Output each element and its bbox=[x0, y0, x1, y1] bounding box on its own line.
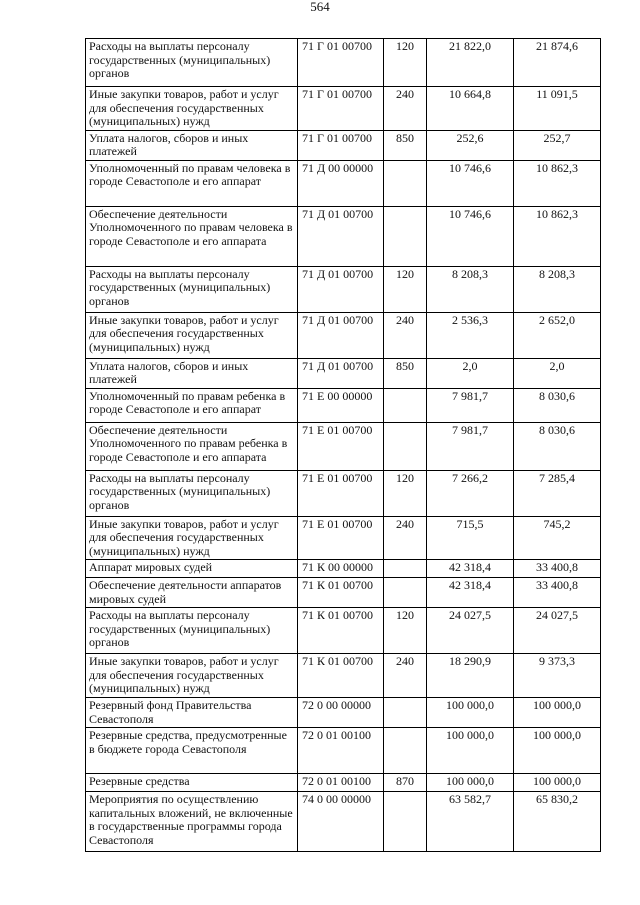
row-name-cell: Обеспечение деятельности Уполномоченного по правам ребенка в городе Севастополе и его аппарата bbox=[86, 422, 298, 470]
row-code-cell: 71 Д 00 00000 bbox=[298, 160, 384, 206]
row-value-year1-cell: 100 000,0 bbox=[427, 774, 514, 792]
row-name-cell: Обеспечение деятельности Уполномоченного по правам человека в городе Севастополе и его аппарата bbox=[86, 206, 298, 266]
row-code-cell: 71 Г 01 00700 bbox=[298, 87, 384, 131]
table-row bbox=[86, 578, 601, 608]
row-name-cell: Расходы на выплаты персоналу государственных (муниципальных) органов bbox=[86, 608, 298, 654]
budget-table bbox=[85, 38, 601, 852]
row-name-cell: Иные закупки товаров, работ и услуг для обеспечения государственных (муниципальных) нужд bbox=[86, 87, 298, 131]
row-value-year1-cell: 24 027,5 bbox=[427, 608, 514, 654]
row-code-cell: 71 Д 01 00700 bbox=[298, 266, 384, 312]
row-name-cell: Иные закупки товаров, работ и услуг для обеспечения государственных (муниципальных) нужд bbox=[86, 516, 298, 560]
row-value-year1-cell: 10 746,6 bbox=[427, 160, 514, 206]
row-value-year2-cell: 33 400,8 bbox=[514, 560, 601, 578]
row-value-year2-cell: 100 000,0 bbox=[514, 698, 601, 728]
table-row bbox=[86, 774, 601, 792]
table-row bbox=[86, 358, 601, 388]
row-name-cell: Уполномоченный по правам человека в городе Севастополе и его аппарат bbox=[86, 160, 298, 206]
row-type-cell bbox=[384, 388, 427, 422]
row-type-cell: 850 bbox=[384, 130, 427, 160]
row-name-cell: Иные закупки товаров, работ и услуг для обеспечения государственных (муниципальных) нужд bbox=[86, 654, 298, 698]
row-value-year2-cell: 11 091,5 bbox=[514, 87, 601, 131]
table-row bbox=[86, 206, 601, 266]
row-code-cell: 71 К 00 00000 bbox=[298, 560, 384, 578]
row-code-cell: 72 0 00 00000 bbox=[298, 698, 384, 728]
row-type-cell: 120 bbox=[384, 266, 427, 312]
page-number: 564 bbox=[310, 0, 330, 14]
row-name-cell: Резервные средства, предусмотренные в бюджете города Севастополя bbox=[86, 728, 298, 774]
row-code-cell: 71 Д 01 00700 bbox=[298, 206, 384, 266]
row-name-cell: Расходы на выплаты персоналу государственных (муниципальных) органов bbox=[86, 39, 298, 87]
row-value-year1-cell: 10 746,6 bbox=[427, 206, 514, 266]
row-type-cell: 120 bbox=[384, 470, 427, 516]
row-value-year2-cell: 8 030,6 bbox=[514, 422, 601, 470]
row-value-year2-cell: 24 027,5 bbox=[514, 608, 601, 654]
row-value-year1-cell: 2 536,3 bbox=[427, 312, 514, 358]
row-name-cell: Резервные средства bbox=[86, 774, 298, 792]
row-code-cell: 72 0 01 00100 bbox=[298, 728, 384, 774]
row-value-year2-cell: 9 373,3 bbox=[514, 654, 601, 698]
row-type-cell: 870 bbox=[384, 774, 427, 792]
table-row bbox=[86, 728, 601, 774]
row-code-cell: 74 0 00 00000 bbox=[298, 792, 384, 852]
row-type-cell: 120 bbox=[384, 39, 427, 87]
row-type-cell bbox=[384, 160, 427, 206]
row-code-cell: 71 К 01 00700 bbox=[298, 578, 384, 608]
row-value-year2-cell: 10 862,3 bbox=[514, 206, 601, 266]
row-value-year2-cell: 21 874,6 bbox=[514, 39, 601, 87]
table-body bbox=[86, 39, 601, 852]
row-value-year2-cell: 745,2 bbox=[514, 516, 601, 560]
row-value-year2-cell: 10 862,3 bbox=[514, 160, 601, 206]
row-type-cell bbox=[384, 206, 427, 266]
row-value-year1-cell: 42 318,4 bbox=[427, 578, 514, 608]
table-row bbox=[86, 516, 601, 560]
table-row bbox=[86, 130, 601, 160]
row-type-cell bbox=[384, 560, 427, 578]
row-value-year1-cell: 100 000,0 bbox=[427, 698, 514, 728]
row-code-cell: 71 К 01 00700 bbox=[298, 608, 384, 654]
row-value-year1-cell: 18 290,9 bbox=[427, 654, 514, 698]
row-code-cell: 71 Е 01 00700 bbox=[298, 422, 384, 470]
row-value-year2-cell: 2 652,0 bbox=[514, 312, 601, 358]
table-row bbox=[86, 792, 601, 852]
table-row bbox=[86, 698, 601, 728]
row-code-cell: 72 0 01 00100 bbox=[298, 774, 384, 792]
row-code-cell: 71 Е 00 00000 bbox=[298, 388, 384, 422]
row-value-year1-cell: 10 664,8 bbox=[427, 87, 514, 131]
row-value-year2-cell: 8 030,6 bbox=[514, 388, 601, 422]
table-row bbox=[86, 160, 601, 206]
row-value-year2-cell: 100 000,0 bbox=[514, 774, 601, 792]
row-type-cell bbox=[384, 698, 427, 728]
row-type-cell bbox=[384, 422, 427, 470]
table-row bbox=[86, 388, 601, 422]
row-value-year2-cell: 2,0 bbox=[514, 358, 601, 388]
row-value-year1-cell: 63 582,7 bbox=[427, 792, 514, 852]
row-value-year2-cell: 33 400,8 bbox=[514, 578, 601, 608]
row-value-year2-cell: 7 285,4 bbox=[514, 470, 601, 516]
row-name-cell: Резервный фонд Правительства Севастополя bbox=[86, 698, 298, 728]
row-code-cell: 71 К 01 00700 bbox=[298, 654, 384, 698]
row-value-year2-cell: 100 000,0 bbox=[514, 728, 601, 774]
row-value-year1-cell: 7 981,7 bbox=[427, 388, 514, 422]
row-name-cell: Иные закупки товаров, работ и услуг для обеспечения государственных (муниципальных) нужд bbox=[86, 312, 298, 358]
row-type-cell bbox=[384, 792, 427, 852]
row-name-cell: Расходы на выплаты персоналу государственных (муниципальных) органов bbox=[86, 470, 298, 516]
row-type-cell: 240 bbox=[384, 312, 427, 358]
row-name-cell: Уплата налогов, сборов и иных платежей bbox=[86, 358, 298, 388]
table-row bbox=[86, 312, 601, 358]
row-type-cell: 240 bbox=[384, 87, 427, 131]
row-code-cell: 71 Д 01 00700 bbox=[298, 358, 384, 388]
table-row bbox=[86, 39, 601, 87]
table-row bbox=[86, 422, 601, 470]
row-code-cell: 71 Е 01 00700 bbox=[298, 470, 384, 516]
row-value-year1-cell: 7 266,2 bbox=[427, 470, 514, 516]
row-value-year1-cell: 715,5 bbox=[427, 516, 514, 560]
row-value-year1-cell: 21 822,0 bbox=[427, 39, 514, 87]
row-code-cell: 71 Е 01 00700 bbox=[298, 516, 384, 560]
row-value-year1-cell: 8 208,3 bbox=[427, 266, 514, 312]
row-value-year2-cell: 65 830,2 bbox=[514, 792, 601, 852]
table-row bbox=[86, 654, 601, 698]
row-value-year1-cell: 7 981,7 bbox=[427, 422, 514, 470]
row-type-cell: 120 bbox=[384, 608, 427, 654]
row-value-year2-cell: 252,7 bbox=[514, 130, 601, 160]
row-value-year1-cell: 100 000,0 bbox=[427, 728, 514, 774]
row-code-cell: 71 Г 01 00700 bbox=[298, 130, 384, 160]
row-code-cell: 71 Г 01 00700 bbox=[298, 39, 384, 87]
row-code-cell: 71 Д 01 00700 bbox=[298, 312, 384, 358]
row-type-cell: 240 bbox=[384, 654, 427, 698]
row-name-cell: Обеспечение деятельности аппаратов мировых судей bbox=[86, 578, 298, 608]
row-value-year2-cell: 8 208,3 bbox=[514, 266, 601, 312]
row-name-cell: Уполномоченный по правам ребенка в городе Севастополе и его аппарат bbox=[86, 388, 298, 422]
table-row bbox=[86, 608, 601, 654]
row-name-cell: Мероприятия по осуществлению капитальных вложений, не включенные в государственные программы города Севастополя bbox=[86, 792, 298, 852]
table-row bbox=[86, 560, 601, 578]
table-row bbox=[86, 470, 601, 516]
table-row bbox=[86, 266, 601, 312]
row-value-year1-cell: 42 318,4 bbox=[427, 560, 514, 578]
row-value-year1-cell: 252,6 bbox=[427, 130, 514, 160]
table-row bbox=[86, 87, 601, 131]
row-name-cell: Уплата налогов, сборов и иных платежей bbox=[86, 130, 298, 160]
row-type-cell bbox=[384, 728, 427, 774]
row-type-cell: 850 bbox=[384, 358, 427, 388]
row-type-cell: 240 bbox=[384, 516, 427, 560]
row-name-cell: Аппарат мировых судей bbox=[86, 560, 298, 578]
row-value-year1-cell: 2,0 bbox=[427, 358, 514, 388]
row-name-cell: Расходы на выплаты персоналу государственных (муниципальных) органов bbox=[86, 266, 298, 312]
row-type-cell bbox=[384, 578, 427, 608]
